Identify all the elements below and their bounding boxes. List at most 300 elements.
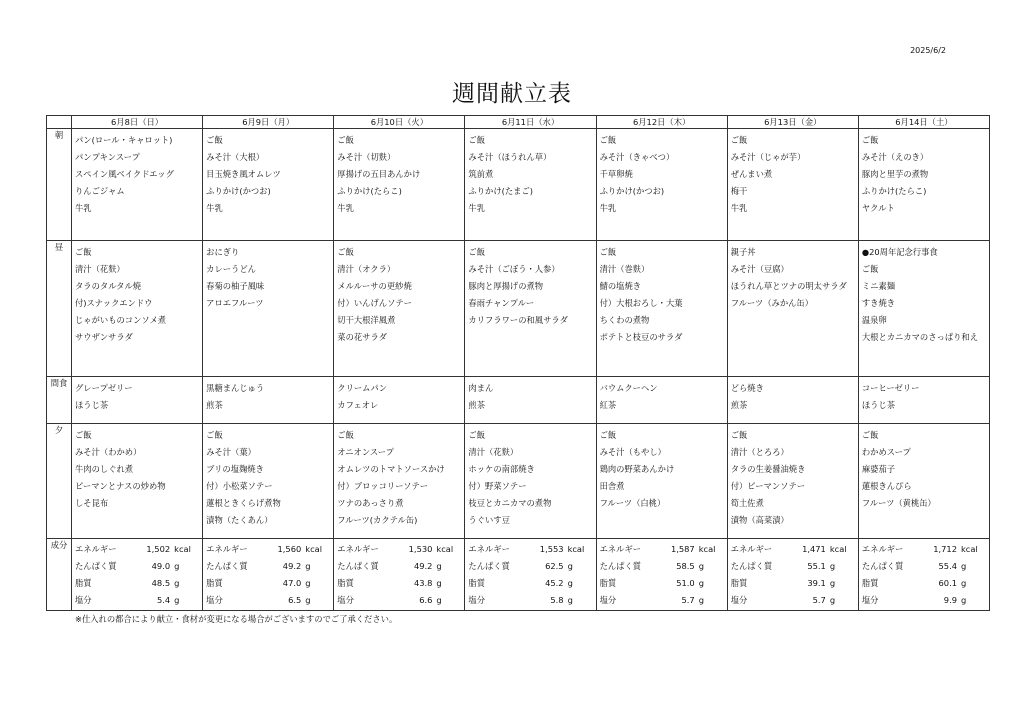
- menu-item: 付）野菜ソテー: [468, 481, 527, 491]
- menu-item: ほうじ茶: [75, 400, 109, 410]
- nutrient-value: 58.5: [676, 561, 695, 571]
- menu-item: みそ汁（豆腐）: [730, 264, 789, 274]
- nutrient-unit: g: [829, 595, 836, 605]
- footnote: ※仕入れの都合により献立・食材が変更になる場合がございますのでご了承ください。: [75, 614, 398, 624]
- nutrient-value: 6.5: [288, 595, 302, 605]
- menu-item: ヤクルト: [861, 203, 895, 213]
- dinner-items: [859, 424, 989, 512]
- lunch-items: [859, 241, 989, 346]
- nutrition-cell: [334, 539, 465, 611]
- menu-item: ほうれん草とツナの明太サラダ: [730, 281, 847, 291]
- breakfast-items: [203, 129, 333, 217]
- nutrition-row: [468, 541, 595, 558]
- menu-item: 春菊の柚子風味: [206, 281, 265, 291]
- snack-cell: [858, 377, 989, 424]
- menu-item: ご飯: [730, 135, 748, 145]
- menu-item: 大根とカニカマのさっぱり和え: [861, 332, 979, 342]
- dinner-cell: [727, 424, 858, 539]
- menu-item: 漬物（たくあん）: [206, 515, 273, 525]
- corner-cell: [47, 116, 72, 129]
- nutrition-row: [731, 592, 858, 609]
- nutrition-row: [337, 558, 464, 575]
- menu-item: 付）ブロッコリーソテー: [337, 481, 429, 491]
- lunch-items: [203, 241, 333, 312]
- nutrient-unit: g: [305, 595, 311, 605]
- nutrient-unit: g: [305, 561, 311, 571]
- nutrition-cell: [727, 539, 858, 611]
- menu-item: しそ昆布: [75, 498, 109, 508]
- menu-item: みそ汁（もやし）: [599, 447, 666, 457]
- day-header: 6月14日（土）: [858, 116, 989, 129]
- nutrient-name: 脂質: [730, 578, 748, 588]
- menu-item: メルルーサの更紗焼: [337, 281, 412, 291]
- menu-item: 厚揚げの五目あんかけ: [337, 169, 421, 179]
- nutrition-row: [468, 558, 595, 575]
- menu-item: ふりかけ(たらこ): [861, 186, 927, 196]
- menu-item: ご飯: [337, 247, 354, 257]
- nutrient-name: 塩分: [206, 595, 223, 605]
- nutrition-list: [465, 539, 595, 609]
- nutrition-row: [731, 575, 858, 592]
- menu-item: 鶏肉の野菜あんかけ: [599, 464, 675, 474]
- menu-item: 紅茶: [599, 400, 617, 410]
- menu-item: 目玉焼き風オムレツ: [206, 169, 281, 179]
- lunch-items: [597, 241, 727, 346]
- lunch-cell: [858, 241, 989, 377]
- menu-item: グレープゼリー: [75, 383, 133, 393]
- nutrient-value: 1,502: [146, 544, 171, 554]
- menu-item: 蓮根ときくらげ煮物: [206, 498, 281, 508]
- nutrient-name: エネルギー: [861, 544, 904, 554]
- breakfast-cell: [858, 129, 989, 241]
- nutrition-row: [206, 592, 333, 609]
- menu-item: みそ汁（葉）: [206, 447, 256, 457]
- nutrient-name: 脂質: [337, 578, 354, 588]
- nutrition-cell: [203, 539, 334, 611]
- nutrient-unit: g: [698, 595, 704, 605]
- nutrition-row: [206, 575, 333, 592]
- meal-label: 夕: [47, 424, 72, 539]
- menu-item: 筑前煮: [468, 169, 494, 179]
- menu-item: フルーツ(カクテル缶): [337, 515, 418, 525]
- nutrition-row: [731, 541, 858, 558]
- snack-items: [203, 377, 333, 414]
- nutrient-unit: g: [436, 578, 442, 588]
- nutrient-name: 脂質: [599, 578, 617, 588]
- breakfast-cell: [334, 129, 465, 241]
- dinner-cell: [334, 424, 465, 539]
- menu-item: うぐいす豆: [468, 515, 510, 525]
- nutrient-value: 62.5: [545, 561, 564, 571]
- menu-item: コーヒーゼリー: [861, 383, 920, 393]
- menu-item: じゃがいものコンソメ煮: [75, 315, 167, 325]
- dinner-row: [47, 424, 990, 539]
- breakfast-items: [597, 129, 727, 217]
- nutrient-value: 45.2: [545, 578, 564, 588]
- nutrient-value: 6.6: [419, 595, 433, 605]
- nutrient-value: 48.5: [151, 578, 171, 588]
- menu-item: ご飯: [861, 430, 879, 440]
- breakfast-items: [334, 129, 464, 217]
- menu-item: ご飯: [861, 264, 879, 274]
- menu-item: ご飯: [75, 247, 92, 257]
- menu-item: ふりかけ(かつお): [206, 186, 271, 196]
- nutrition-row: [75, 592, 202, 609]
- snack-row: [47, 377, 990, 424]
- breakfast-row: [47, 129, 990, 241]
- day-header-row: [47, 116, 990, 129]
- nutrient-name: 脂質: [861, 578, 879, 588]
- menu-item: サウザンサラダ: [75, 332, 133, 342]
- nutrition-list: [334, 539, 464, 609]
- nutrient-value: 1,712: [933, 544, 957, 554]
- menu-item: ほうじ茶: [861, 400, 896, 410]
- lunch-cell: [203, 241, 334, 377]
- lunch-cell: [727, 241, 858, 377]
- menu-item: タラのタルタル焼: [75, 281, 142, 291]
- menu-item: 麻婆茄子: [861, 464, 896, 474]
- day-header: 6月10日（火）: [334, 116, 465, 129]
- lunch-items: [728, 241, 858, 312]
- nutrient-name: 塩分: [468, 595, 486, 605]
- nutrition-cell: [72, 539, 203, 611]
- menu-item: ご飯: [730, 430, 748, 440]
- lunch-cell: [465, 241, 596, 377]
- breakfast-items: [859, 129, 989, 217]
- menu-item: ご飯: [337, 430, 354, 440]
- snack-cell: [72, 377, 203, 424]
- nutrient-unit: g: [567, 595, 573, 605]
- nutrient-name: 塩分: [730, 595, 748, 605]
- menu-item: 付）小松菜ソテー: [206, 481, 273, 491]
- menu-item: 千草卵焼: [599, 169, 633, 179]
- nutrient-value: 60.1: [938, 578, 957, 588]
- lunch-items: [465, 241, 595, 329]
- snack-cell: [203, 377, 334, 424]
- menu-item: クリームパン: [337, 383, 388, 393]
- nutrient-name: 塩分: [75, 595, 92, 605]
- menu-item: アロエフルーツ: [206, 298, 264, 308]
- nutrition-row: [600, 541, 727, 558]
- menu-item: ご飯: [206, 135, 223, 145]
- menu-item: 温泉卵: [861, 315, 887, 325]
- menu-item: 豚肉と厚揚げの煮物: [468, 281, 544, 291]
- snack-items: [334, 377, 464, 414]
- lunch-cell: [596, 241, 727, 377]
- nutrition-row: [337, 541, 464, 558]
- nutrient-unit: g: [567, 561, 573, 571]
- menu-item: 付）大根おろし・大葉: [599, 298, 683, 308]
- menu-item: おにぎり: [206, 247, 240, 257]
- dinner-items: [72, 424, 202, 512]
- breakfast-items: [465, 129, 595, 217]
- nutrition-list: [203, 539, 333, 609]
- menu-item: フルーツ（みかん缶）: [730, 298, 814, 308]
- snack-items: [72, 377, 202, 414]
- breakfast-items: [72, 129, 202, 217]
- nutrient-unit: g: [961, 595, 967, 605]
- menu-item: 煎茶: [206, 400, 223, 410]
- nutrient-value: 1,530: [408, 544, 433, 554]
- breakfast-cell: [72, 129, 203, 241]
- nutrient-unit: g: [829, 561, 836, 571]
- dinner-items: [203, 424, 333, 529]
- nutrient-name: エネルギー: [599, 544, 642, 554]
- snack-items: [465, 377, 595, 414]
- menu-item: 牛乳: [337, 203, 354, 213]
- nutrient-unit: g: [436, 595, 442, 605]
- nutrient-unit: g: [567, 578, 573, 588]
- nutrition-cell: [465, 539, 596, 611]
- nutrition-list: [859, 539, 989, 609]
- menu-item: 鯖の塩焼き: [599, 281, 642, 291]
- dinner-items: [465, 424, 595, 529]
- nutrition-row: [75, 575, 202, 592]
- nutrient-unit: kcal: [305, 544, 323, 554]
- nutrition-row: [468, 592, 595, 609]
- menu-item: ツナのあっさり煮: [337, 498, 404, 508]
- menu-item: 親子丼: [730, 247, 756, 257]
- nutrition-row: [600, 575, 727, 592]
- menu-item: ホッケの南部焼き: [468, 464, 535, 474]
- nutrient-name: エネルギー: [206, 544, 248, 554]
- menu-item: みそ汁（ほうれん草）: [468, 152, 552, 162]
- lunch-cell: [72, 241, 203, 377]
- nutrition-row: [862, 558, 989, 575]
- menu-item: 煎茶: [468, 400, 486, 410]
- menu-item: フルーツ（黄桃缶）: [861, 498, 936, 508]
- menu-item: ご飯: [599, 430, 617, 440]
- menu-item: 牛乳: [75, 203, 92, 213]
- menu-item: 菜の花サラダ: [337, 332, 387, 342]
- dinner-cell: [465, 424, 596, 539]
- menu-item: ご飯: [599, 247, 617, 257]
- menu-item: 清汁（巻麩）: [599, 264, 650, 274]
- menu-item: みそ汁（きゃべつ）: [599, 152, 675, 162]
- nutrient-name: たんぱく質: [730, 561, 773, 571]
- nutrient-unit: kcal: [174, 544, 191, 554]
- menu-item: 梅干: [730, 186, 748, 196]
- menu-item: ●20周年記念行事食: [861, 247, 938, 257]
- nutrient-unit: g: [174, 578, 180, 588]
- menu-item: バウムクーヘン: [599, 383, 658, 393]
- nutrition-row: [337, 592, 464, 609]
- nutrition-list: [597, 539, 727, 609]
- snack-items: [597, 377, 727, 414]
- nutrient-unit: kcal: [567, 544, 585, 554]
- menu-item: わかめスープ: [861, 447, 911, 457]
- meal-label: 昼: [47, 241, 72, 377]
- nutrient-name: たんぱく質: [206, 561, 248, 571]
- snack-cell: [334, 377, 465, 424]
- dinner-items: [597, 424, 727, 512]
- menu-body: [47, 129, 990, 611]
- nutrition-row: [468, 575, 595, 592]
- nutrient-name: 脂質: [206, 578, 223, 588]
- menu-item: ご飯: [468, 135, 486, 145]
- menu-item: 清汁（花麩）: [75, 264, 125, 274]
- day-header: 6月12日（木）: [596, 116, 727, 129]
- menu-item: ご飯: [861, 135, 879, 145]
- nutrient-name: たんぱく質: [468, 561, 510, 571]
- nutrient-value: 55.1: [807, 561, 826, 571]
- menu-item: タラの生姜醤油焼き: [730, 464, 806, 474]
- breakfast-cell: [727, 129, 858, 241]
- nutrition-cell: [858, 539, 989, 611]
- nutrient-value: 55.4: [938, 561, 957, 571]
- menu-item: みそ汁（わかめ）: [75, 447, 142, 457]
- menu-item: 牛乳: [468, 203, 486, 213]
- lunch-items: [334, 241, 464, 346]
- nutrition-row: [600, 558, 727, 575]
- nutrition-list: [72, 539, 202, 609]
- menu-item: ご飯: [468, 430, 486, 440]
- snack-items: [728, 377, 858, 414]
- dinner-cell: [203, 424, 334, 539]
- menu-item: 牛肉のしぐれ煮: [75, 464, 134, 474]
- nutrition-list: [728, 539, 858, 609]
- nutrient-value: 43.8: [413, 578, 433, 588]
- nutrient-name: たんぱく質: [337, 561, 379, 571]
- menu-item: 牛乳: [206, 203, 223, 213]
- menu-item: みそ汁（ごぼう・人参）: [468, 264, 560, 274]
- menu-item: ふりかけ(たらこ): [337, 186, 402, 196]
- nutrient-name: 塩分: [599, 595, 617, 605]
- nutrient-name: エネルギー: [75, 544, 117, 554]
- menu-item: 豚肉と里芋の煮物: [861, 169, 929, 179]
- nutrient-unit: g: [698, 561, 704, 571]
- nutrient-value: 1,553: [539, 544, 564, 554]
- page-title: 週間献立表: [452, 81, 572, 108]
- nutrition-row: [731, 558, 858, 575]
- menu-item: ちくわの煮物: [599, 315, 650, 325]
- menu-item: 筍土佐煮: [730, 498, 764, 508]
- nutrient-name: 塩分: [861, 595, 879, 605]
- nutrient-unit: g: [698, 578, 704, 588]
- menu-item: カフェオレ: [337, 400, 379, 410]
- menu-item: オニオンスープ: [337, 447, 394, 457]
- menu-item: パンプキンスープ: [75, 152, 140, 162]
- menu-item: どら焼き: [730, 383, 764, 393]
- dinner-cell: [596, 424, 727, 539]
- nutrient-name: たんぱく質: [599, 561, 642, 571]
- menu-item: みそ汁（切麩）: [337, 152, 396, 162]
- print-date: 2025/6/2: [910, 46, 946, 55]
- nutrient-unit: kcal: [698, 544, 716, 554]
- nutrient-value: 1,587: [670, 544, 695, 554]
- breakfast-items: [728, 129, 858, 217]
- nutrient-name: 塩分: [337, 595, 354, 605]
- nutrient-value: 5.8: [550, 595, 564, 605]
- weekly-menu-table: [46, 115, 990, 611]
- nutrient-unit: g: [961, 561, 967, 571]
- nutrient-value: 39.1: [807, 578, 826, 588]
- menu-item: 牛乳: [599, 203, 617, 213]
- menu-item: みそ汁（えのき）: [861, 152, 929, 162]
- nutrition-row: [337, 575, 464, 592]
- menu-item: 田舎煮: [599, 481, 625, 491]
- menu-item: ふりかけ(たまご): [468, 186, 533, 196]
- meal-label: 間食: [47, 377, 72, 424]
- menu-item: すき焼き: [861, 298, 896, 308]
- nutrient-value: 1,560: [277, 544, 302, 554]
- nutrient-value: 49.2: [413, 561, 433, 571]
- dinner-cell: [72, 424, 203, 539]
- menu-item: 春雨チャンプルー: [468, 298, 535, 308]
- menu-item: 黒糖まんじゅう: [206, 383, 265, 393]
- nutrient-name: エネルギー: [337, 544, 379, 554]
- menu-item: 付)スナックエンドウ: [75, 298, 153, 308]
- nutrient-name: エネルギー: [730, 544, 773, 554]
- nutrition-cell: [596, 539, 727, 611]
- menu-item: スペイン風ベイクドエッグ: [75, 169, 174, 179]
- snack-cell: [596, 377, 727, 424]
- nutrient-unit: g: [829, 578, 836, 588]
- menu-item: ご飯: [206, 430, 223, 440]
- snack-items: [859, 377, 989, 414]
- menu-item: 付）いんげんソテー: [337, 298, 412, 308]
- lunch-items: [72, 241, 202, 346]
- lunch-cell: [334, 241, 465, 377]
- day-header: 6月8日（日）: [72, 116, 203, 129]
- day-header: 6月13日（金）: [727, 116, 858, 129]
- nutrient-unit: g: [174, 561, 180, 571]
- menu-item: 蓮根きんぴら: [861, 481, 912, 491]
- menu-item: オムレツのトマトソースかけ: [337, 464, 445, 474]
- nutrient-name: たんぱく質: [75, 561, 117, 571]
- dinner-cell: [858, 424, 989, 539]
- breakfast-cell: [203, 129, 334, 241]
- nutrient-value: 5.7: [681, 595, 695, 605]
- menu-item: 清汁（花麩）: [468, 447, 519, 457]
- nutrition-row: [600, 592, 727, 609]
- menu-item: パン(ロール・キャロット): [75, 135, 173, 145]
- menu-item: カレーうどん: [206, 264, 256, 274]
- nutrient-name: 脂質: [468, 578, 486, 588]
- menu-item: ミニ素麺: [861, 281, 896, 291]
- menu-item: 牛乳: [730, 203, 748, 213]
- nutrition-row: [862, 592, 989, 609]
- menu-item: フルーツ（白桃）: [599, 498, 666, 508]
- nutrient-value: 51.0: [676, 578, 695, 588]
- menu-item: みそ汁（大根）: [206, 152, 265, 162]
- menu-item: 清汁（オクラ）: [337, 264, 396, 274]
- nutrient-value: 47.0: [282, 578, 302, 588]
- nutrient-unit: kcal: [829, 544, 847, 554]
- nutrient-unit: kcal: [436, 544, 454, 554]
- nutrient-name: エネルギー: [468, 544, 510, 554]
- nutrient-value: 9.9: [943, 595, 957, 605]
- nutrition-row: [75, 541, 202, 558]
- nutrient-unit: g: [436, 561, 442, 571]
- menu-item: ご飯: [75, 430, 92, 440]
- snack-cell: [727, 377, 858, 424]
- menu-item: 煎茶: [730, 400, 748, 410]
- menu-item: 枝豆とカニカマの煮物: [468, 498, 552, 508]
- menu-item: ふりかけ(かつお): [599, 186, 665, 196]
- nutrient-unit: kcal: [961, 544, 978, 554]
- menu-item: ぜんまい煮: [730, 169, 773, 179]
- nutrient-value: 5.7: [812, 595, 826, 605]
- lunch-row: [47, 241, 990, 377]
- meal-label: 成分: [47, 539, 72, 611]
- nutrient-value: 49.2: [282, 561, 302, 571]
- menu-item: ピーマンとナスの炒め物: [75, 481, 166, 491]
- menu-item: 付）ピーマンソテー: [730, 481, 806, 491]
- day-header: 6月9日（月）: [203, 116, 334, 129]
- breakfast-cell: [465, 129, 596, 241]
- day-header: 6月11日（水）: [465, 116, 596, 129]
